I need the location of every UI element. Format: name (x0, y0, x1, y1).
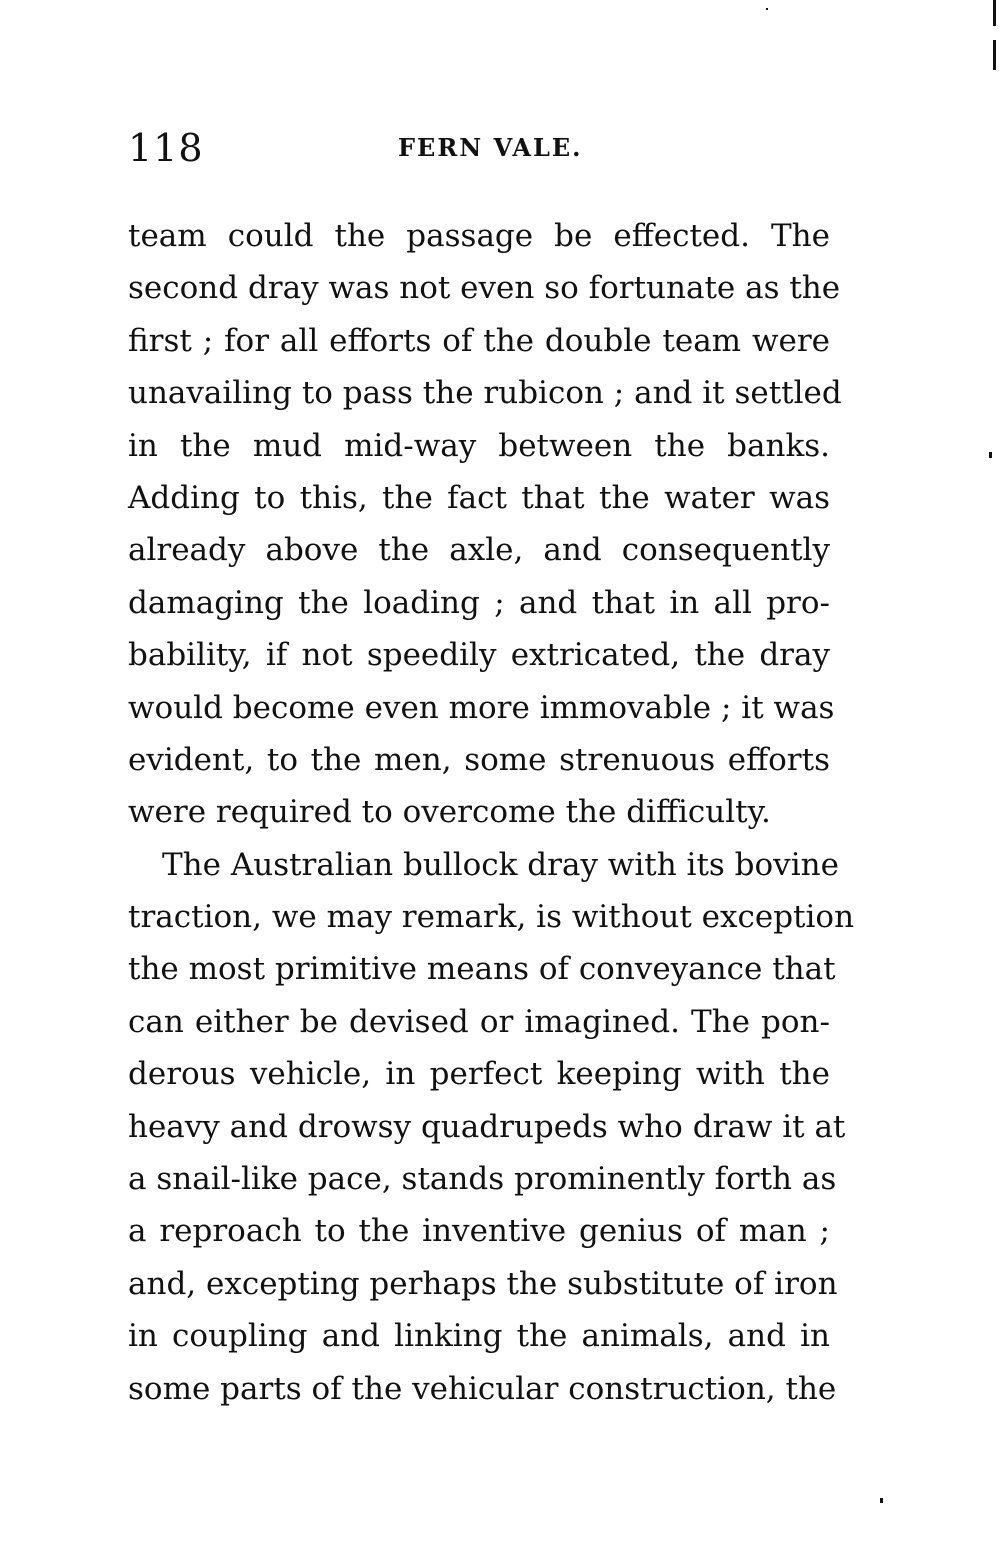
text-line: unavailing to pass the rubicon ; and it settled (128, 375, 842, 412)
text-line: evident, to the men, some strenuous efforts (128, 741, 830, 778)
text-line: and, excepting perhaps the substitute of iron (128, 1265, 838, 1302)
scan-mark (880, 1498, 883, 1503)
text-line: traction, we may remark, is without exception (128, 899, 855, 936)
text-line: Adding to this, the fact that the water was (128, 479, 830, 516)
scan-mark (766, 8, 768, 10)
text-line: The Australian bullock dray with its bovine (162, 846, 839, 883)
text-line: team could the passage be effected. The (128, 218, 830, 254)
text-line: in the mud mid-way between the banks. (128, 427, 830, 464)
running-title: FERN VALE. (398, 133, 583, 162)
paragraph-1 (128, 210, 842, 839)
text-line: can either be devised or imagined. The pon- (128, 1003, 830, 1040)
text-line: second dray was not even so fortunate as the (128, 270, 841, 307)
scan-mark (989, 452, 992, 458)
text-line: bability, if not speedily extricated, the dray (128, 637, 830, 674)
paragraph-2 (128, 839, 855, 1415)
text-line: first ; for all efforts of the double team were (128, 322, 830, 359)
text-line: the most primitive means of conveyance that (128, 951, 836, 988)
text-line: would become even more immovable ; it was (128, 689, 835, 726)
text-line: in coupling and linking the animals, and in (128, 1318, 830, 1355)
text-line: already above the axle, and consequently (128, 532, 830, 569)
text-line: heavy and drowsy quadrupeds who draw it at (128, 1108, 846, 1145)
text-line: damaging the loading ; and that in all pro- (128, 584, 830, 621)
text-line: a reproach to the inventive genius of man ; (128, 1213, 830, 1250)
page-number: 118 (128, 126, 204, 170)
scan-mark (993, 40, 996, 70)
text-line: a snail-like pace, stands prominently forth as (128, 1161, 837, 1198)
body-text (128, 210, 855, 1415)
text-line: derous vehicle, in perfect keeping with the (128, 1056, 830, 1093)
text-line: were required to overcome the difficulty. (128, 794, 771, 831)
scan-mark (993, 0, 996, 26)
running-head (128, 124, 828, 172)
text-line: some parts of the vehicular construction, the (128, 1370, 837, 1407)
